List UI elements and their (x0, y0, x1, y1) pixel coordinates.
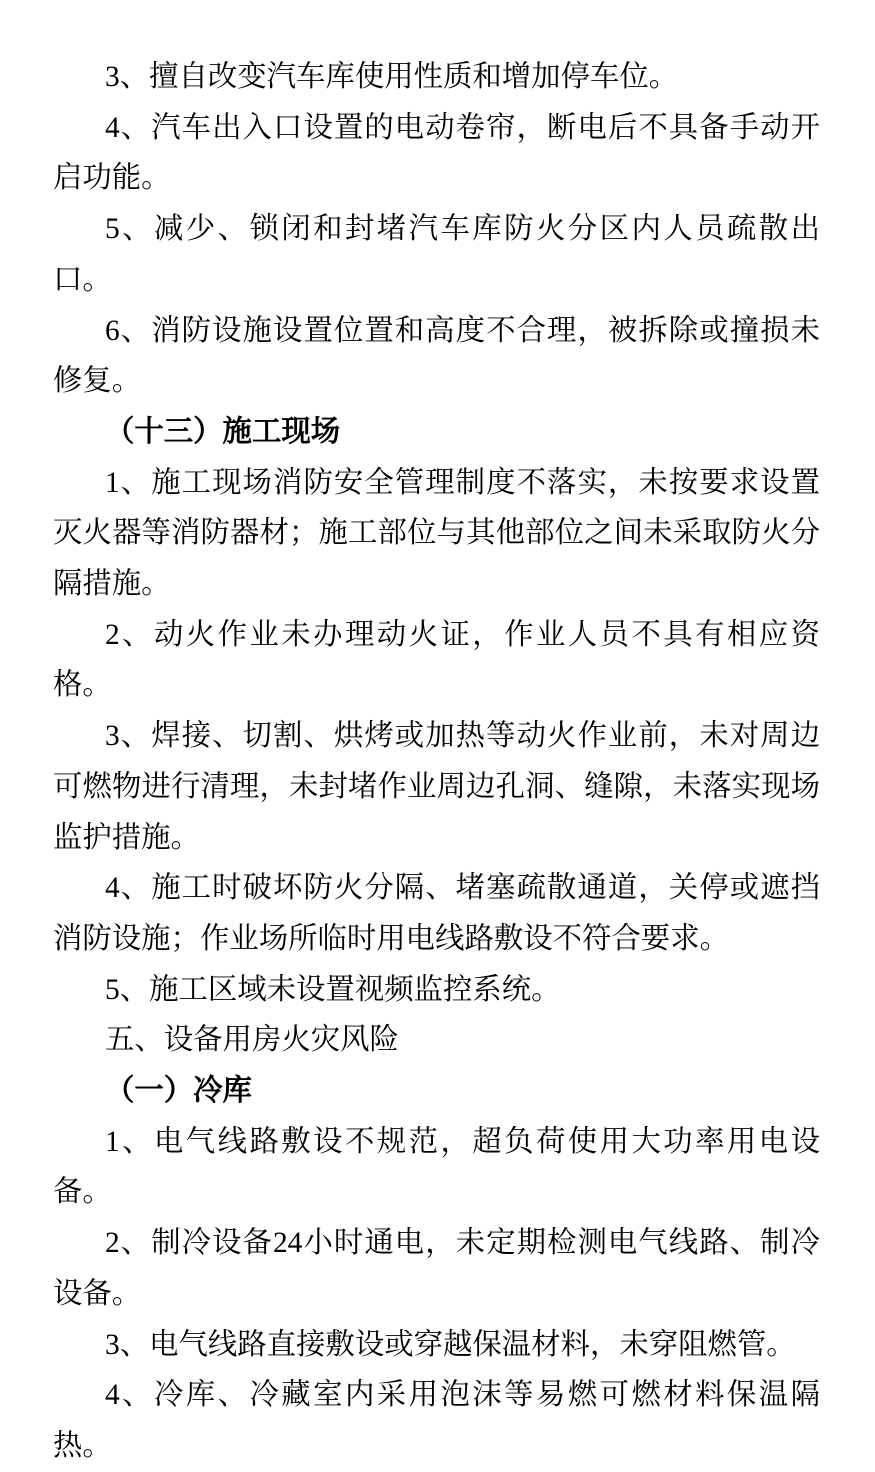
item-construction-2: 2、动火作业未办理动火证，作业人员不具有相应资格。 (53, 618, 820, 702)
item-construction-1: 隔措施。 (53, 568, 171, 601)
item-cold-storage-3: 3、电气线路直接敷设或穿越保温材料，未穿阻燃管。 (105, 1328, 796, 1361)
heading-construction-site: （十三）施工现场 (105, 415, 341, 448)
section-equipment-room-risk: 五、设备用房火灾风险 (105, 1024, 399, 1057)
item-cold-storage-1: 1、电气线路敷设不规范，超负荷使用大功率用电设备。 (53, 1125, 820, 1209)
item-cold-storage-2: 2、制冷设备24小时通电，未定期检测电气线路、制冷 (105, 1227, 820, 1260)
item-garage-6: 修复。 (53, 365, 142, 398)
item-garage-3: 3、擅自改变汽车库使用性质和增加停车位。 (105, 61, 679, 93)
item-garage-6: 6、消防设施设置位置和高度不合理，被拆除或撞损未 (105, 314, 820, 347)
heading-cold-storage: （一）冷库 (105, 1075, 252, 1108)
item-cold-storage-4: 4、冷库、冷藏室内采用泡沫等易燃可燃材料保温隔热。 (53, 1379, 820, 1462)
item-construction-4: 消防设施；作业场所临时用电线路敷设不符合要求。 (53, 922, 729, 955)
item-cold-storage-2: 设备。 (53, 1277, 142, 1310)
item-construction-3: 监护措施。 (53, 821, 200, 854)
item-garage-4: 4、汽车出入口设置的电动卷帘，断电后不具备手动开 (105, 111, 820, 144)
item-construction-1: 1、施工现场消防安全管理制度不落实，未按要求设置 (105, 466, 820, 499)
item-garage-5: 5、减少、锁闭和封堵汽车库防火分区内人员疏散出口。 (53, 213, 820, 296)
item-construction-4: 4、施工时破坏防火分隔、堵塞疏散通道，关停或遮挡 (105, 872, 820, 905)
item-garage-4: 启功能。 (53, 162, 171, 195)
item-construction-1: 灭火器等消防器材；施工部位与其他部位之间未采取防火分 (53, 517, 820, 550)
item-construction-3: 3、焊接、切割、烘烤或加热等动火作业前，未对周边 (105, 720, 820, 753)
item-construction-5: 5、施工区域未设置视频监控系统。 (105, 973, 561, 1006)
item-construction-3: 可燃物进行清理，未封堵作业周边孔洞、缝隙，未落实现场 (53, 770, 820, 803)
